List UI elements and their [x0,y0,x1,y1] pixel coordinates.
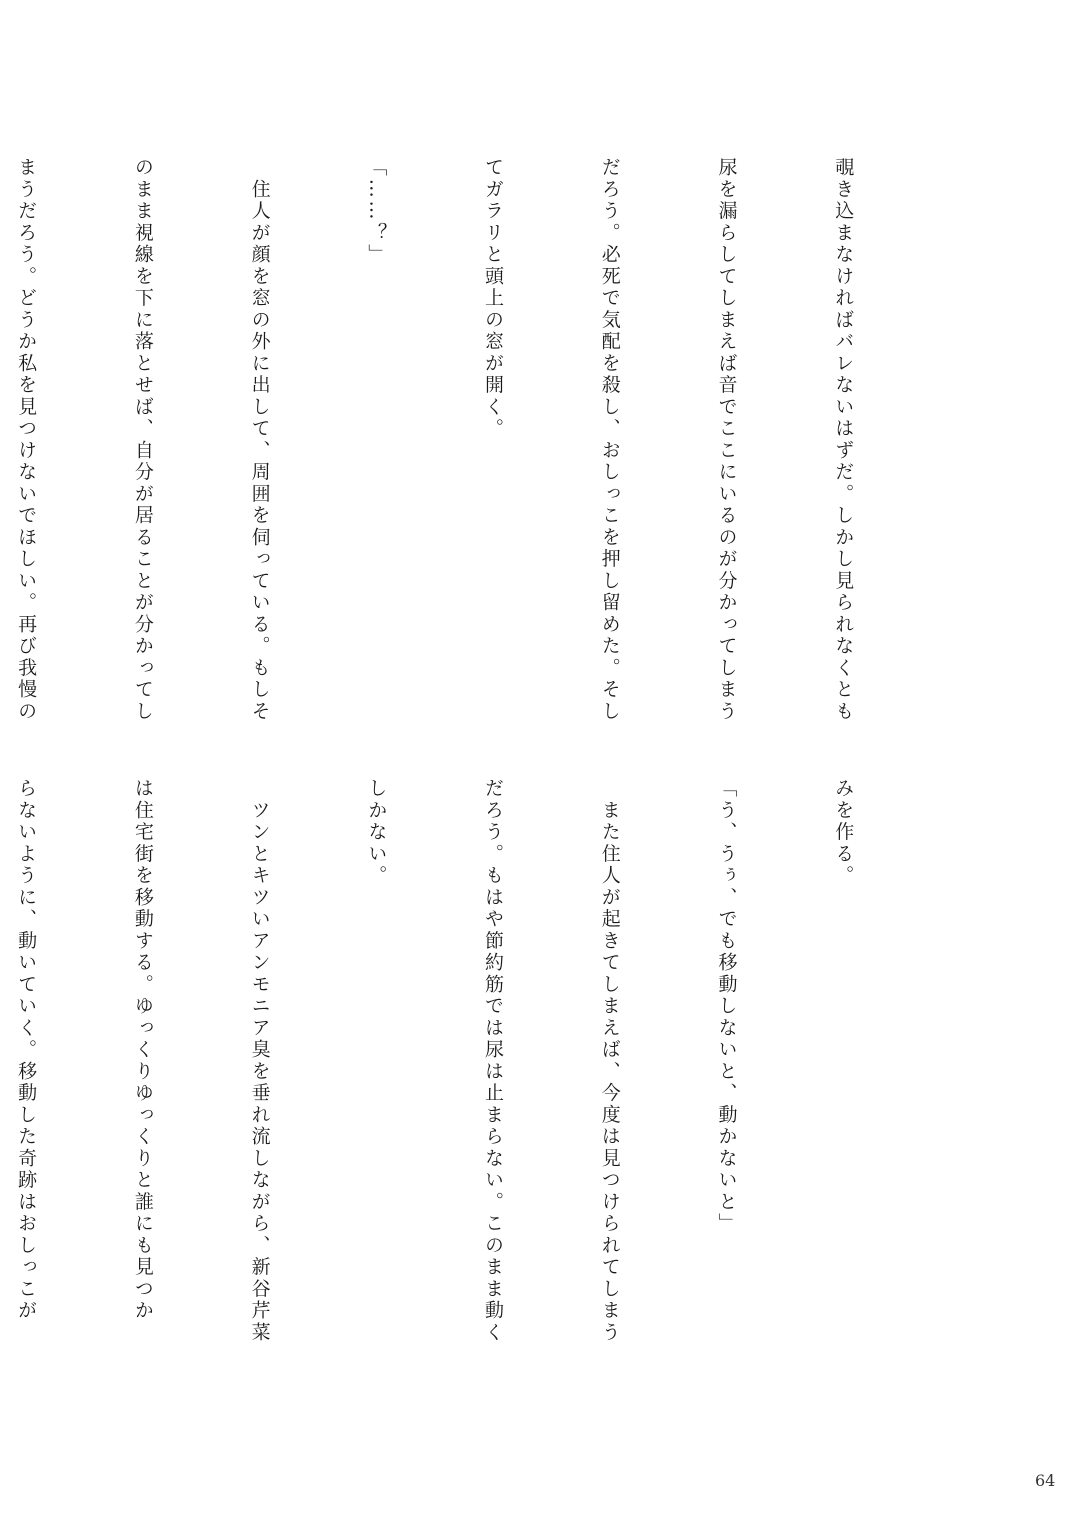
text-line: てガラリと頭上の窓が開く。 [482,157,505,440]
text-line: また住人が起きてしまえば、今度は見つけられてしまう [598,778,621,1344]
lower-text-block [15,778,940,1352]
text-line: は住宅街を移動する。ゆっくりゆっくりと誰にも見つか [131,778,154,1322]
text-line: しかない。 [365,778,388,887]
text-line: 「……？」 [365,157,388,266]
upper-text-block [15,157,940,731]
text-line: だろう。必死で気配を殺し、おしっこを押し留めた。そし [598,157,621,723]
text-line: 「う、うぅ、でも移動しないと、動かないと」 [715,778,738,1235]
text-line: のまま視線を下に落とせば、自分が居ることが分かってし [131,157,154,723]
text-line: らないように、動いていく。移動した奇跡はおしっこが [15,778,38,1322]
text-line: 住人が顔を窓の外に出して、周囲を伺っている。もしそ [248,157,271,723]
text-line: まうだろう。どうか私を見つけないでほしい。再び我慢の [15,157,38,723]
text-line: みを作る。 [832,778,855,887]
page-number: 64 [1035,1471,1056,1490]
text-line: 覗き込まなければバレないはずだ。しかし見られなくとも [832,157,855,723]
text-line: 尿を漏らしてしまえば音でここにいるのが分かってしまう [715,157,738,723]
text-line: ツンとキツいアンモニア臭を垂れ流しながら、新谷芹菜 [248,778,271,1344]
text-line: だろう。もはや節約筋では尿は止まらない。このまま動く [482,778,505,1344]
